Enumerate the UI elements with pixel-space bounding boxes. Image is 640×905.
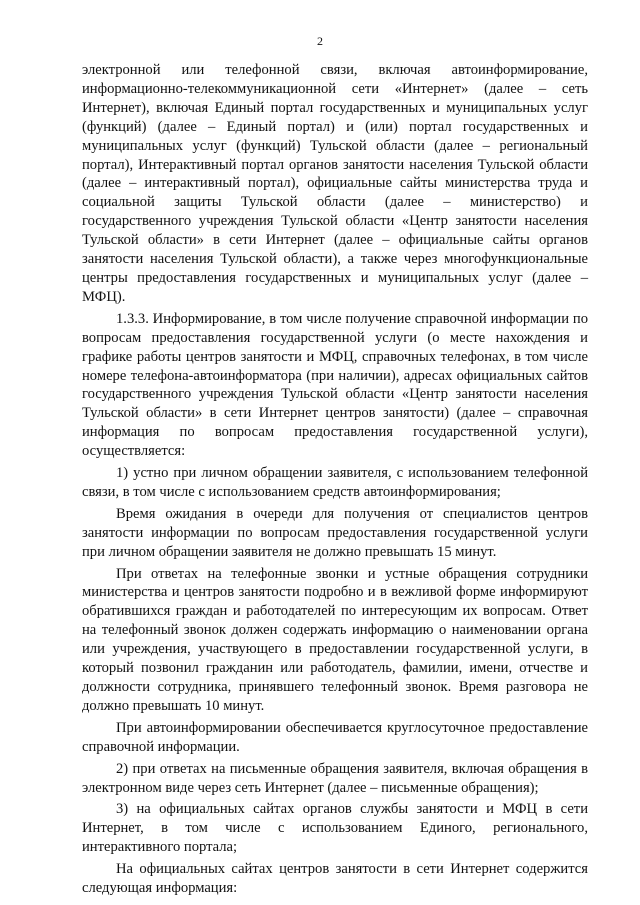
paragraph: 3) на официальных сайтах органов службы занятости и МФЦ в сети Интернет, в том числе с использованием Единого, регионального, интерактивного портала; — [82, 801, 588, 856]
paragraph: 2) при ответах на письменные обращения заявителя, включая обращения в электронном виде через сеть Интернет (далее – письменные обращения); — [82, 760, 588, 796]
document-body — [82, 61, 588, 901]
paragraph: При автоинформировании обеспечивается круглосуточное предоставление справочной информации. — [82, 719, 588, 755]
paragraph: электронной или телефонной связи, включая автоинформирование, информационно-телекоммуникационной сети «Интернет» (далее – сеть Интернет), включая Единый портал государственных и муниципальных услуг (функций) (далее – Единый портал) и (или) портал государственных и муниципальных услуг (функций) Тульской области (далее – региональный портал), Интерактивный портал органов занятости населения Тульской области (далее – интерактивный портал), официальные сайты министерства труда и социальной защиты Тульской области (далее – министерство) и государственного учреждения Тульской области «Центр занятости населения Тульской области» в сети Интернет (далее – официальные сайты органов занятости населения Тульской области), а также через многофункциональные центры предоставления государственных и муниципальных услуг (далее – МФЦ). — [82, 62, 588, 305]
page-number: 2 — [317, 34, 323, 48]
paragraph: 1) устно при личном обращении заявителя, с использованием телефонной связи, в том числе с использованием средств автоинформирования; — [82, 465, 588, 500]
paragraph: 1.3.3. Информирование, в том числе получение справочной информации по вопросам предоставления государственной услуги (о месте нахождения и графике работы центров занятости и МФЦ, справочных телефонах, в том числе номере телефона-автоинформатора (при наличии), адресах официальных сайтов государственного учреждения Тульской области «Центр занятости населения Тульской области» в сети Интернет центров занятости) (далее – справочная информация по вопросам предоставления государственной услуги), осуществляется: — [82, 310, 588, 460]
paragraph: При ответах на телефонные звонки и устные обращения сотрудники министерства и центров занятости подробно и в вежливой форме информируют обратившихся граждан и работодателей по интересующим их вопросам. Ответ на телефонный звонок должен содержать информацию о наименовании органа или учреждения, участвующего в предоставлении государственной услуги, в который позвонил гражданин или работодатель, фамилии, имени, отчестве и должности сотрудника, принявшего телефонный звонок. Время разговора не должно превышать 10 минут. — [82, 565, 588, 714]
paragraph: На официальных сайтах центров занятости в сети Интернет содержится следующая информация: — [82, 861, 588, 897]
paragraph: Время ожидания в очереди для получения от специалистов центров занятости информации по вопросам предоставления государственной услуги при личном обращении заявителя не должно превышать 15 минут. — [82, 505, 588, 560]
